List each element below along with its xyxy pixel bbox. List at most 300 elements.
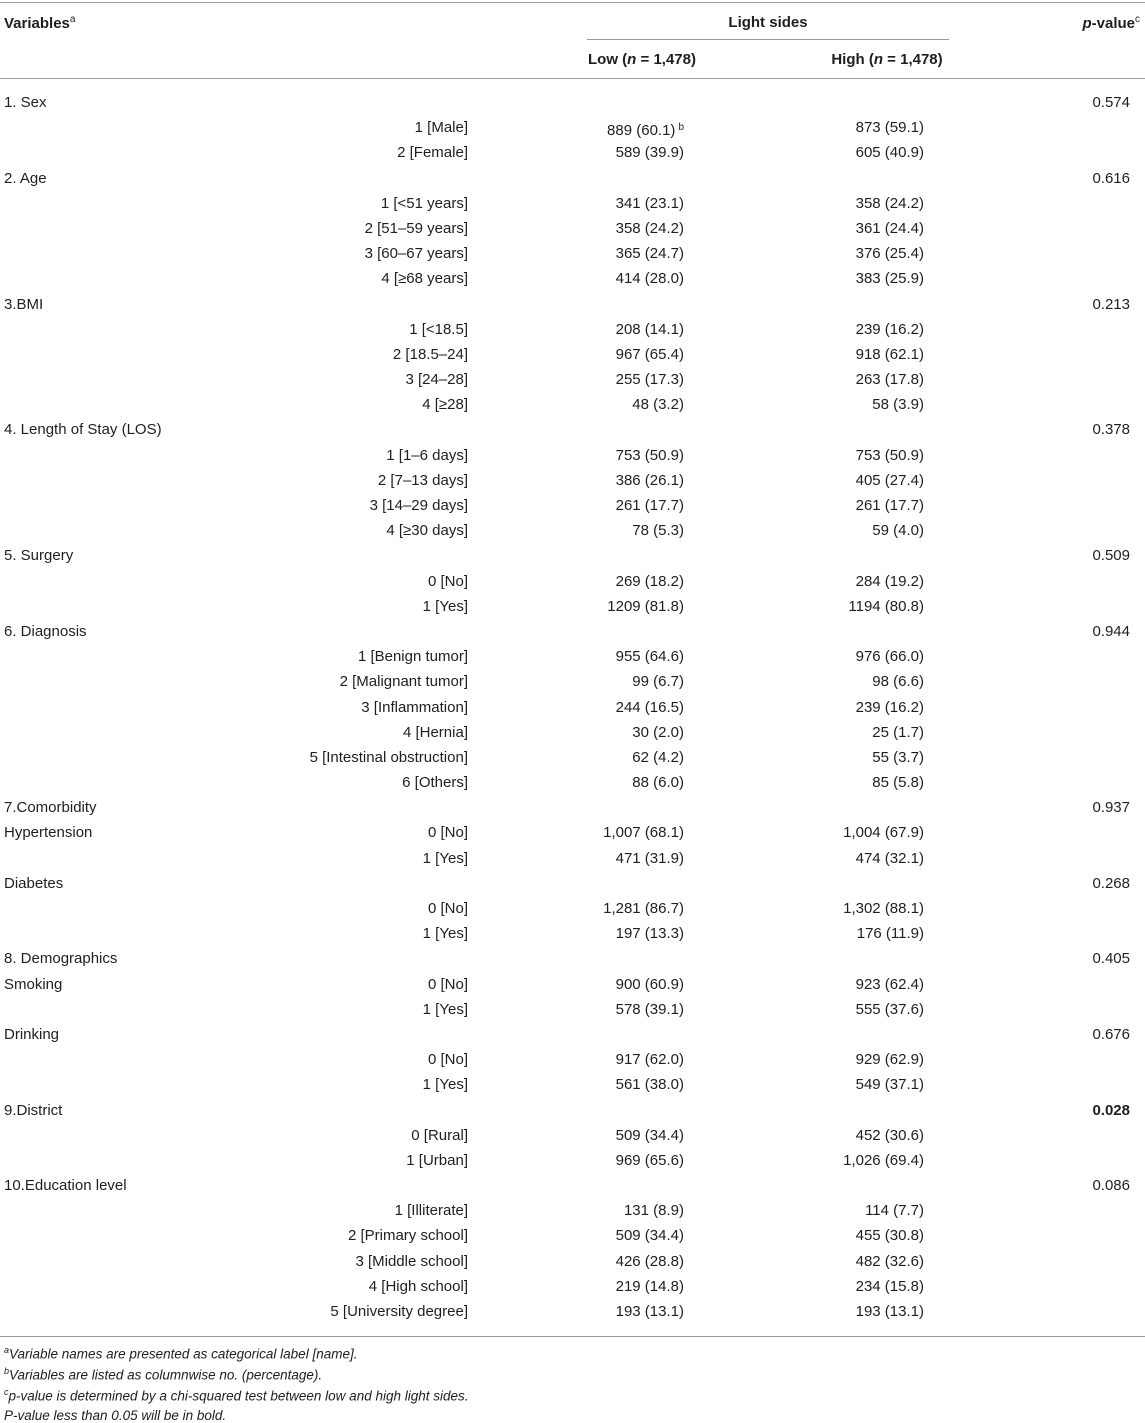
high-value-cell-text: 1194 (80.8) (848, 597, 924, 615)
high-value-cell-text: 455 (30.8) (855, 1227, 924, 1245)
low-value-cell-text: 88 (6.0) (632, 774, 684, 792)
p-value-cell (1030, 166, 1130, 191)
variable-cell (4, 946, 117, 971)
low-value-cell-text: 208 (14.1) (615, 320, 684, 338)
high-value-cell (820, 594, 924, 619)
category-cell-text: 4 [≥68 years] (381, 270, 468, 288)
table-row (0, 241, 1145, 266)
category-cell (0, 241, 468, 266)
high-value-cell-text: 98 (6.6) (872, 673, 924, 691)
low-value-cell (580, 1198, 684, 1223)
high-value-cell-text: 361 (24.4) (855, 219, 924, 237)
low-value-cell-text: 193 (13.1) (615, 1303, 684, 1320)
variable-cell (4, 871, 63, 896)
high-value-cell (820, 216, 924, 241)
table-row (0, 695, 1145, 720)
variable-cell-text: 4. Length of Stay (LOS) (4, 421, 162, 439)
high-value-cell-text: 383 (25.9) (855, 270, 924, 288)
high-value-cell-text: 263 (17.8) (855, 371, 924, 389)
high-value-cell-text: 193 (13.1) (855, 1303, 924, 1320)
variable-cell-text: 5. Surgery (4, 547, 74, 565)
category-cell (0, 1047, 468, 1072)
low-value-cell (580, 1047, 684, 1072)
table-row (0, 569, 1145, 594)
low-value-cell (580, 644, 684, 669)
p-value-cell (1030, 90, 1130, 115)
category-cell (0, 997, 468, 1022)
high-value-cell-text: 976 (66.0) (855, 648, 924, 666)
low-value-cell (580, 720, 684, 745)
p-value-cell (1030, 871, 1130, 896)
p-value-cell-text: 0.574 (1092, 94, 1130, 111)
low-value-cell (580, 669, 684, 694)
table-row (0, 972, 1145, 997)
p-value-cell-text: 0.509 (1092, 547, 1130, 565)
table-row (0, 619, 1145, 644)
header-low: Low (n = 1,478) (588, 51, 696, 68)
high-value-cell (820, 191, 924, 216)
high-value-cell-text: 873 (59.1) (855, 119, 924, 137)
low-value-cell (580, 1123, 684, 1148)
high-value-cell-text: 1,302 (88.1) (843, 900, 924, 917)
variable-cell (4, 1022, 59, 1047)
category-cell (0, 644, 468, 669)
low-value-cell (580, 921, 684, 946)
category-cell-text: 3 [60–67 years] (364, 245, 468, 263)
category-cell-text: 3 [Middle school] (355, 1252, 468, 1270)
high-value-cell (820, 443, 924, 468)
category-cell-text: 2 [18.5–24] (392, 345, 468, 363)
table-row (0, 166, 1145, 191)
low-value-cell (580, 518, 684, 543)
table-row (0, 720, 1145, 745)
category-cell-text: 1 [Benign tumor] (357, 648, 468, 666)
table-row (0, 1198, 1145, 1223)
variable-cell-text: Drinking (4, 1025, 60, 1043)
p-value-cell-text: 0.213 (1092, 295, 1130, 313)
low-value-cell-text: 365 (24.7) (615, 245, 684, 263)
high-value-cell-text: 234 (15.8) (855, 1277, 924, 1295)
table-row (0, 1072, 1145, 1097)
table-row (0, 946, 1145, 971)
high-value-cell-text: 923 (62.4) (855, 975, 924, 993)
p-value-cell-text: 0.086 (1092, 1177, 1130, 1195)
category-cell-text: 1 [Yes] (422, 925, 468, 943)
category-cell-text: 4 [High school] (368, 1277, 468, 1295)
category-cell-text: 0 [No] (427, 1051, 468, 1069)
category-cell-text: 1 [1–6 days] (386, 446, 468, 464)
table-row (0, 266, 1145, 291)
low-value-cell (580, 1148, 684, 1173)
category-cell (0, 820, 468, 845)
high-value-cell-text: 918 (62.1) (855, 345, 924, 363)
category-cell-text: 6 [Others] (402, 774, 468, 792)
low-value-cell (580, 317, 684, 342)
category-cell (0, 1198, 468, 1223)
low-value-cell (580, 443, 684, 468)
low-value-cell-text: 269 (18.2) (615, 572, 684, 590)
table-row (0, 191, 1145, 216)
high-value-cell-text: 555 (37.6) (855, 1000, 924, 1018)
category-cell (0, 367, 468, 392)
table-row (0, 1299, 1145, 1324)
category-cell (0, 1299, 468, 1324)
low-value-cell (580, 745, 684, 770)
variable-cell-text: 8. Demographics (4, 950, 118, 968)
high-value-cell (820, 493, 924, 518)
category-cell (0, 720, 468, 745)
variable-cell-text: 6. Diagnosis (4, 622, 87, 640)
table-row (0, 921, 1145, 946)
table-row (0, 846, 1145, 871)
category-cell (0, 115, 468, 140)
low-value-cell-text: 99 (6.7) (632, 673, 684, 691)
p-value-cell-text: 0.378 (1092, 421, 1130, 439)
variable-cell-text: 3.BMI (4, 295, 44, 313)
p-value-cell-text: 0.405 (1092, 950, 1130, 968)
low-value-cell (580, 569, 684, 594)
category-cell (0, 266, 468, 291)
high-value-cell (820, 896, 924, 921)
low-value-cell (580, 1274, 684, 1299)
category-cell (0, 846, 468, 871)
variable-cell (4, 166, 47, 191)
variable-cell-text: 9.District (4, 1101, 63, 1119)
low-value-cell-text: 889 (60.1) (607, 122, 676, 140)
low-value-cell (580, 241, 684, 266)
category-cell-text: 5 [University degree] (330, 1303, 468, 1320)
low-value-cell-text: 255 (17.3) (615, 371, 684, 389)
footnote-a: $^a$Variable names are presented as categorical label [name]. (4, 1345, 358, 1362)
low-value-cell (580, 1072, 684, 1097)
category-cell (0, 921, 468, 946)
table-row (0, 770, 1145, 795)
category-cell (0, 1123, 468, 1148)
high-value-cell (820, 644, 924, 669)
high-value-cell (820, 115, 924, 140)
low-value-cell-text: 341 (23.1) (615, 194, 684, 212)
category-cell-text: 4 [≥28] (422, 396, 468, 414)
table-header-rule (0, 78, 1145, 79)
variable-cell-text: 7.Comorbidity (4, 799, 97, 817)
high-value-cell (820, 669, 924, 694)
low-value-cell (580, 896, 684, 921)
high-value-cell (820, 1274, 924, 1299)
low-value-cell-text: 244 (16.5) (615, 698, 684, 716)
footnote-b: $^b$Variables are listed as columnwise no. (percentage). (4, 1366, 323, 1383)
p-value-cell (1030, 1173, 1130, 1198)
low-value-cell (580, 216, 684, 241)
p-value-cell-text: 0.028 (1092, 1101, 1130, 1119)
category-cell-text: 1 [Illiterate] (394, 1202, 468, 1220)
table-row (0, 468, 1145, 493)
category-cell-text: 2 [Primary school] (347, 1227, 468, 1245)
p-value-cell (1030, 1022, 1130, 1047)
low-value-cell-text: 561 (38.0) (615, 1076, 684, 1094)
high-value-cell (820, 720, 924, 745)
category-cell (0, 443, 468, 468)
variable-cell-text: 10.Education level (4, 1177, 127, 1195)
table-row (0, 820, 1145, 845)
low-value-cell-text: 509 (34.4) (615, 1227, 684, 1245)
low-value-cell-text: 589 (39.9) (615, 144, 684, 162)
table-row (0, 518, 1145, 543)
table-row (0, 644, 1145, 669)
table-row (0, 1173, 1145, 1198)
category-cell (0, 569, 468, 594)
low-value-cell (580, 468, 684, 493)
category-cell-text: 1 [Yes] (422, 1076, 468, 1094)
high-value-cell (820, 140, 924, 165)
light-sides-rule (587, 39, 949, 40)
variable-cell (4, 1098, 62, 1123)
high-value-cell-text: 549 (37.1) (855, 1076, 924, 1094)
low-value-cell-text: 900 (60.9) (615, 975, 684, 993)
low-value-cell (580, 695, 684, 720)
variable-cell-text: Smoking (4, 975, 63, 993)
variable-cell (4, 795, 97, 820)
p-value-cell-text: 0.616 (1092, 169, 1130, 187)
table-row (0, 493, 1145, 518)
p-value-cell-text: 0.944 (1092, 622, 1130, 640)
header-pvalue: p-value$^c$ (1082, 14, 1140, 32)
table-row (0, 1022, 1145, 1047)
high-value-cell-text: 176 (11.9) (856, 925, 924, 943)
table-row (0, 1223, 1145, 1248)
high-value-cell-text: 114 (7.7) (865, 1202, 924, 1220)
high-value-cell (820, 921, 924, 946)
p-value-cell (1030, 946, 1130, 971)
high-value-cell-text: 405 (27.4) (855, 471, 924, 489)
high-value-cell-text: 753 (50.9) (855, 446, 924, 464)
category-cell (0, 342, 468, 367)
high-value-cell-text: 25 (1.7) (872, 723, 924, 741)
header-high: High (n = 1,478) (831, 51, 943, 68)
high-value-cell (820, 317, 924, 342)
p-value-cell (1030, 1098, 1130, 1123)
table-row (0, 342, 1145, 367)
category-cell-text: 1 [Yes] (422, 597, 468, 615)
variable-cell (4, 292, 43, 317)
variable-cell (4, 417, 162, 442)
high-value-cell-text: 1,026 (69.4) (843, 1151, 924, 1169)
category-cell (0, 1249, 468, 1274)
low-value-cell (580, 770, 684, 795)
low-value-cell (580, 191, 684, 216)
footnote-d: P-value less than 0.05 will be in bold. (4, 1408, 227, 1423)
p-value-cell (1030, 417, 1130, 442)
table-row (0, 1274, 1145, 1299)
high-value-cell-text: 474 (32.1) (855, 849, 924, 867)
high-value-cell (820, 972, 924, 997)
low-value-cell-text: 414 (28.0) (615, 270, 684, 288)
category-cell (0, 1223, 468, 1248)
category-cell-text: 1 [Yes] (422, 1000, 468, 1018)
low-value-cell (580, 1249, 684, 1274)
low-value-cell (580, 594, 684, 619)
high-value-cell (820, 1123, 924, 1148)
high-value-cell (820, 1072, 924, 1097)
low-value-cell (580, 493, 684, 518)
low-value-cell (580, 266, 684, 291)
category-cell-text: 3 [24–28] (405, 371, 468, 389)
category-cell-text: 5 [Intestinal obstruction] (309, 748, 468, 766)
category-cell-text: 4 [Hernia] (402, 723, 468, 741)
category-cell-text: 1 [Urban] (406, 1151, 468, 1169)
high-value-cell (820, 569, 924, 594)
high-value-cell (820, 1198, 924, 1223)
high-value-cell-text: 376 (25.4) (855, 245, 924, 263)
p-value-cell-text: 0.676 (1092, 1025, 1130, 1043)
low-value-cell-text: 426 (28.8) (615, 1252, 684, 1270)
high-value-cell (820, 392, 924, 417)
category-cell (0, 191, 468, 216)
category-cell-text: 2 [Malignant tumor] (339, 673, 468, 691)
high-value-cell (820, 1148, 924, 1173)
high-value-cell (820, 695, 924, 720)
table-body (0, 90, 1145, 1324)
table-row (0, 1123, 1145, 1148)
p-value-cell (1030, 795, 1130, 820)
table-row (0, 745, 1145, 770)
table-row (0, 317, 1145, 342)
low-value-cell-text: 62 (4.2) (632, 748, 684, 766)
high-value-cell (820, 770, 924, 795)
low-value-cell (580, 115, 684, 143)
high-value-cell (820, 997, 924, 1022)
table-row (0, 543, 1145, 568)
variable-cell (4, 1173, 127, 1198)
category-cell-text: 2 [Female] (397, 144, 468, 162)
high-value-cell (820, 846, 924, 871)
category-cell-text: 1 [Male] (414, 119, 468, 137)
category-cell (0, 770, 468, 795)
high-value-cell-text: 1,004 (67.9) (843, 824, 924, 842)
table-row (0, 392, 1145, 417)
category-cell (0, 493, 468, 518)
category-cell-text: 1 [Yes] (422, 849, 468, 867)
high-value-cell (820, 1249, 924, 1274)
table-row (0, 669, 1145, 694)
high-value-cell-text: 261 (17.7) (855, 497, 924, 514)
low-value-cell-text: 917 (62.0) (615, 1051, 684, 1069)
high-value-cell-text: 58 (3.9) (872, 396, 924, 414)
p-value-cell-text: 0.937 (1092, 799, 1130, 817)
variable-cell-text: 2. Age (4, 169, 47, 187)
category-cell-text: 2 [51–59 years] (364, 219, 468, 237)
low-value-cell (580, 1299, 684, 1324)
low-value-cell-text: 30 (2.0) (632, 723, 684, 741)
footnote-c: $^c$p-value is determined by a chi-squared test between low and high light sides. (4, 1387, 469, 1404)
table-row (0, 1249, 1145, 1274)
low-value-cell-text: 967 (65.4) (615, 345, 684, 363)
footnote-marker: b (678, 122, 684, 134)
table-row (0, 90, 1145, 115)
category-cell (0, 518, 468, 543)
category-cell-text: 2 [7–13 days] (377, 471, 468, 489)
low-value-cell-text: 471 (31.9) (615, 849, 684, 867)
high-value-cell (820, 468, 924, 493)
high-value-cell-text: 929 (62.9) (855, 1051, 924, 1069)
low-value-cell (580, 846, 684, 871)
category-cell-text: 3 [14–29 days] (369, 497, 468, 514)
category-cell-text: 0 [No] (427, 975, 468, 993)
low-value-cell (580, 392, 684, 417)
table-row (0, 417, 1145, 442)
high-value-cell-text: 85 (5.8) (872, 774, 924, 792)
category-cell (0, 1148, 468, 1173)
category-cell-text: 0 [No] (427, 572, 468, 590)
table-row (0, 997, 1145, 1022)
table-row (0, 1098, 1145, 1123)
low-value-cell (580, 342, 684, 367)
category-cell (0, 695, 468, 720)
category-cell (0, 216, 468, 241)
high-value-cell-text: 452 (30.6) (855, 1126, 924, 1144)
table-row (0, 896, 1145, 921)
low-value-cell-text: 955 (64.6) (615, 648, 684, 666)
high-value-cell-text: 358 (24.2) (855, 194, 924, 212)
variable-cell (4, 90, 47, 115)
low-value-cell (580, 820, 684, 845)
category-cell (0, 1274, 468, 1299)
header-light-sides: Light sides (728, 14, 808, 31)
category-cell-text: 0 [No] (427, 824, 468, 842)
category-cell-text: 1 [<18.5] (409, 320, 468, 338)
low-value-cell-text: 358 (24.2) (615, 219, 684, 237)
table-row (0, 871, 1145, 896)
variable-cell-text: 1. Sex (4, 94, 47, 111)
high-value-cell-text: 605 (40.9) (855, 144, 924, 162)
p-value-cell (1030, 292, 1130, 317)
variable-cell (4, 619, 87, 644)
low-value-cell-text: 78 (5.3) (632, 522, 684, 540)
table-row (0, 216, 1145, 241)
high-value-cell (820, 266, 924, 291)
high-value-cell (820, 1047, 924, 1072)
category-cell-text: 0 [No] (427, 900, 468, 917)
high-value-cell (820, 367, 924, 392)
header-variables: Variables$^a$ (4, 14, 76, 32)
category-cell (0, 468, 468, 493)
high-value-cell-text: 239 (16.2) (855, 320, 924, 338)
table-bottom-rule (0, 1336, 1145, 1337)
category-cell (0, 972, 468, 997)
low-value-cell-text: 969 (65.6) (615, 1151, 684, 1169)
table-row (0, 443, 1145, 468)
low-value-cell-text: 753 (50.9) (615, 446, 684, 464)
table-row (0, 1047, 1145, 1072)
table-row (0, 795, 1145, 820)
low-value-cell-text: 578 (39.1) (615, 1000, 684, 1018)
low-value-cell-text: 1209 (81.8) (607, 597, 684, 615)
low-value-cell (580, 972, 684, 997)
variable-cell-text: Hypertension (4, 824, 93, 842)
category-cell-text: 1 [<51 years] (380, 194, 468, 212)
high-value-cell (820, 820, 924, 845)
category-cell (0, 594, 468, 619)
high-value-cell (820, 1223, 924, 1248)
p-value-cell (1030, 543, 1130, 568)
low-value-cell (580, 1223, 684, 1248)
category-cell-text: 3 [Inflammation] (361, 698, 468, 716)
category-cell (0, 896, 468, 921)
low-value-cell-text: 48 (3.2) (632, 396, 684, 414)
low-value-cell-text: 1,281 (86.7) (603, 900, 684, 917)
table-top-rule (0, 2, 1145, 3)
high-value-cell (820, 745, 924, 770)
variable-cell-text: Diabetes (4, 874, 64, 892)
